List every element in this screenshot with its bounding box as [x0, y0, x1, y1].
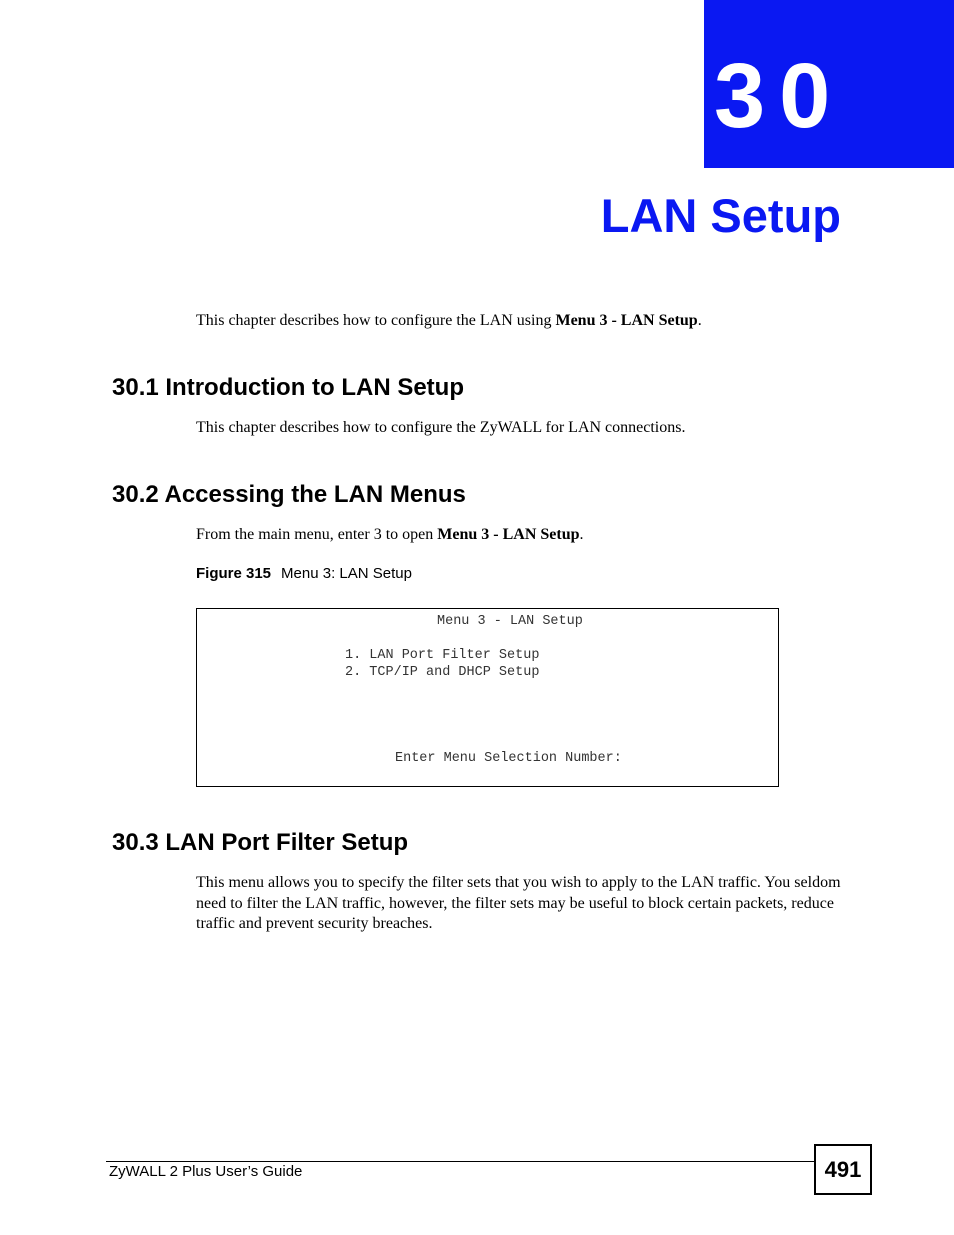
intro-paragraph: This chapter describes how to configure the LAN using Menu 3 - LAN Setup. [196, 312, 702, 329]
section-heading-30-3: 30.3 LAN Port Filter Setup [112, 829, 409, 856]
section-heading-30-2: 30.2 Accessing the LAN Menus [112, 481, 466, 508]
chapter-number: 30 [714, 45, 845, 147]
chapter-title: LAN Setup [600, 189, 841, 242]
figure-label: Figure 315 [196, 565, 272, 582]
page-number: 491 [814, 1144, 872, 1195]
terminal-title: Menu 3 - LAN Setup [437, 614, 583, 629]
footer-guide-title: ZyWALL 2 Plus User’s Guide [109, 1163, 303, 1180]
section-30-3-body: This menu allows you to specify the filter sets that you wish to apply to the LAN traffic. You seldom need to filter the LAN traffic, however, the filter sets may be useful to block certain packets, reduce traffic and prevent security breaches. [196, 874, 841, 932]
section-30-2-menu-name: Menu 3 - LAN Setup [437, 526, 580, 543]
section-heading-30-1: 30.1 Introduction to LAN Setup [112, 374, 464, 401]
section-30-1-body: This chapter describes how to configure the ZyWALL for LAN connections. [196, 419, 686, 436]
figure-caption [196, 565, 412, 582]
terminal-menu-item: 2. TCP/IP and DHCP Setup [345, 665, 540, 680]
terminal-screen [196, 608, 779, 787]
footer-divider [106, 1161, 816, 1162]
figure-caption-text: Menu 3: LAN Setup [281, 565, 412, 582]
terminal-menu-item: 1. LAN Port Filter Setup [345, 648, 540, 663]
section-30-2-body: From the main menu, enter 3 to open Menu 3 - LAN Setup. [196, 526, 584, 543]
intro-menu-name: Menu 3 - LAN Setup [555, 312, 698, 329]
terminal-prompt: Enter Menu Selection Number: [395, 751, 622, 766]
